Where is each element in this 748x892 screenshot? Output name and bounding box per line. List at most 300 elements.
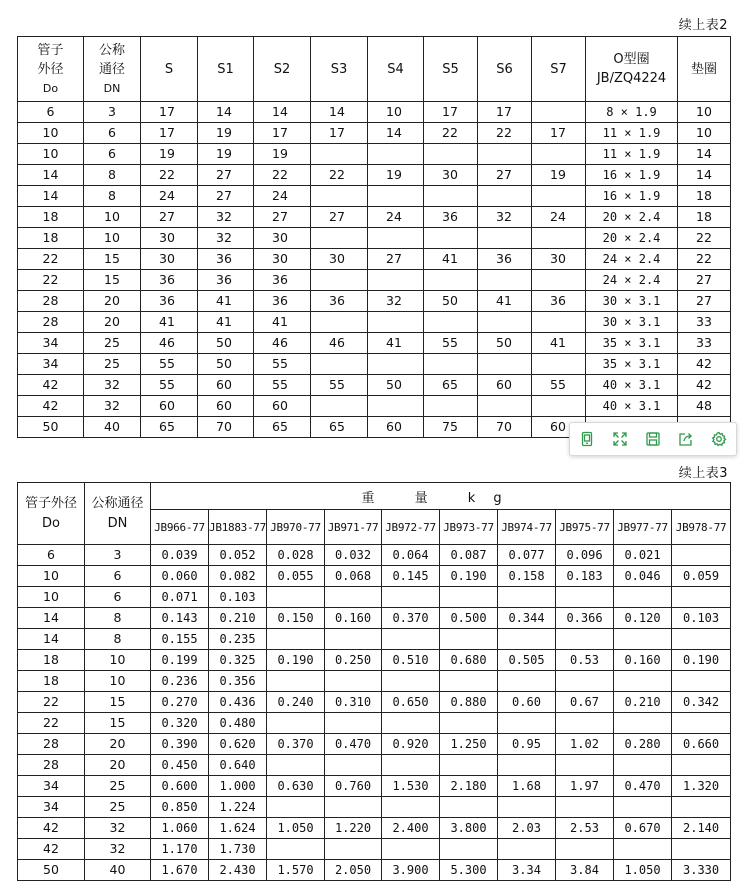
header-s5: S5 bbox=[424, 37, 478, 102]
cell-weight: 3.84 bbox=[556, 860, 614, 881]
cell-weight: 1.000 bbox=[209, 776, 267, 797]
header-nominal-dn bbox=[84, 37, 141, 102]
cell-weight bbox=[325, 755, 382, 776]
cell-weight: 0.028 bbox=[267, 545, 325, 566]
cell-od: 14 bbox=[18, 629, 85, 650]
cell-weight bbox=[556, 671, 614, 692]
cell-gasket: 48 bbox=[678, 396, 731, 417]
cell-s5: 55 bbox=[424, 333, 478, 354]
header-s: S bbox=[141, 37, 198, 102]
cell-oring: 11 × 1.9 bbox=[586, 144, 678, 165]
cell-dn: 15 bbox=[85, 692, 151, 713]
cell-od: 34 bbox=[18, 797, 85, 818]
cell-s3 bbox=[311, 186, 368, 207]
cell-s5: 75 bbox=[424, 417, 478, 438]
cell-od: 42 bbox=[18, 818, 85, 839]
cell-weight bbox=[325, 587, 382, 608]
cell-weight bbox=[614, 797, 672, 818]
cell-s1: 27 bbox=[198, 186, 254, 207]
cell-s1: 50 bbox=[198, 354, 254, 375]
cell-s6: 32 bbox=[478, 207, 532, 228]
cell-gasket: 42 bbox=[678, 375, 731, 396]
cell-s6 bbox=[478, 144, 532, 165]
cell-s: 22 bbox=[141, 165, 198, 186]
header-pipe-od-line2: 外径 bbox=[37, 61, 64, 77]
cell-s: 65 bbox=[141, 417, 198, 438]
save-button[interactable] bbox=[642, 428, 664, 450]
cell-dn: 10 bbox=[84, 228, 141, 249]
cell-weight: 0.280 bbox=[614, 734, 672, 755]
cell-weight bbox=[267, 755, 325, 776]
cell-s2: 60 bbox=[254, 396, 311, 417]
cell-s5 bbox=[424, 396, 478, 417]
cell-gasket: 14 bbox=[678, 165, 731, 186]
cell-s6 bbox=[478, 312, 532, 333]
table-row bbox=[18, 692, 731, 713]
cell-od: 22 bbox=[18, 270, 84, 291]
cell-s4: 14 bbox=[368, 123, 424, 144]
cell-dn: 6 bbox=[85, 587, 151, 608]
expand-icon bbox=[612, 431, 628, 447]
cell-weight: 0.150 bbox=[267, 608, 325, 629]
header-gasket: 垫圈 bbox=[678, 37, 731, 102]
cell-weight: 0.087 bbox=[440, 545, 498, 566]
cell-weight: 0.470 bbox=[325, 734, 382, 755]
gear-icon bbox=[711, 431, 727, 447]
cell-dn: 32 bbox=[85, 839, 151, 860]
cell-weight bbox=[672, 545, 731, 566]
cell-weight bbox=[267, 587, 325, 608]
cell-weight: 0.344 bbox=[498, 608, 556, 629]
cell-s3 bbox=[311, 354, 368, 375]
header-s4: S4 bbox=[368, 37, 424, 102]
cell-s1: 36 bbox=[198, 249, 254, 270]
cell-dn: 10 bbox=[84, 207, 141, 228]
cell-weight bbox=[498, 797, 556, 818]
table2-body bbox=[18, 545, 731, 881]
table-row bbox=[18, 249, 731, 270]
cell-weight: 0.342 bbox=[672, 692, 731, 713]
cell-s4: 19 bbox=[368, 165, 424, 186]
cell-weight: 0.366 bbox=[556, 608, 614, 629]
cell-gasket: 33 bbox=[678, 312, 731, 333]
cell-gasket: 10 bbox=[678, 102, 731, 123]
cell-s: 30 bbox=[141, 228, 198, 249]
cell-oring: 30 × 3.1 bbox=[586, 291, 678, 312]
cell-weight: 0.183 bbox=[556, 566, 614, 587]
cell-oring: 35 × 3.1 bbox=[586, 354, 678, 375]
cell-oring: 20 × 2.4 bbox=[586, 207, 678, 228]
cell-s3 bbox=[311, 228, 368, 249]
cell-weight: 0.055 bbox=[267, 566, 325, 587]
cell-weight bbox=[672, 755, 731, 776]
cell-weight: 0.021 bbox=[614, 545, 672, 566]
cell-weight bbox=[440, 713, 498, 734]
cell-weight bbox=[556, 797, 614, 818]
cell-s1: 19 bbox=[198, 123, 254, 144]
cell-od: 10 bbox=[18, 144, 84, 165]
cell-weight: 0.046 bbox=[614, 566, 672, 587]
cell-s7 bbox=[532, 396, 586, 417]
cell-weight: 0.235 bbox=[209, 629, 267, 650]
cell-weight: 2.050 bbox=[325, 860, 382, 881]
table-row bbox=[18, 312, 731, 333]
cell-weight bbox=[440, 587, 498, 608]
cell-weight: 0.190 bbox=[267, 650, 325, 671]
cell-weight: 0.039 bbox=[151, 545, 209, 566]
cell-dn: 40 bbox=[85, 860, 151, 881]
cell-dn: 32 bbox=[85, 818, 151, 839]
cell-s: 24 bbox=[141, 186, 198, 207]
cell-weight: 1.224 bbox=[209, 797, 267, 818]
cell-weight: 0.071 bbox=[151, 587, 209, 608]
cell-weight: 0.390 bbox=[151, 734, 209, 755]
cell-weight bbox=[267, 629, 325, 650]
cell-weight: 0.450 bbox=[151, 755, 209, 776]
cell-s1: 14 bbox=[198, 102, 254, 123]
cell-s4: 41 bbox=[368, 333, 424, 354]
cell-weight bbox=[325, 713, 382, 734]
cell-weight bbox=[672, 797, 731, 818]
cell-weight: 1.050 bbox=[267, 818, 325, 839]
cell-dn: 25 bbox=[84, 333, 141, 354]
cell-oring: 20 × 2.4 bbox=[586, 228, 678, 249]
header2-standard: JB970-77 bbox=[267, 510, 325, 545]
cell-s7: 17 bbox=[532, 123, 586, 144]
cell-dn: 6 bbox=[84, 123, 141, 144]
cell-s7: 19 bbox=[532, 165, 586, 186]
cell-weight: 5.300 bbox=[440, 860, 498, 881]
cell-weight: 1.320 bbox=[672, 776, 731, 797]
table2-header-row-1 bbox=[18, 483, 731, 510]
cell-weight bbox=[498, 671, 556, 692]
cell-s1: 50 bbox=[198, 333, 254, 354]
settings-button[interactable] bbox=[708, 428, 730, 450]
cell-oring: 35 × 3.1 bbox=[586, 333, 678, 354]
cell-weight: 0.60 bbox=[498, 692, 556, 713]
cell-weight: 1.250 bbox=[440, 734, 498, 755]
cell-weight bbox=[556, 839, 614, 860]
cell-weight bbox=[382, 797, 440, 818]
cell-dn: 10 bbox=[85, 671, 151, 692]
cell-s4 bbox=[368, 228, 424, 249]
cell-weight: 0.160 bbox=[325, 608, 382, 629]
header2-nominal-dn-line2: DN bbox=[107, 515, 128, 531]
cell-weight bbox=[382, 755, 440, 776]
header-oring-line2: JB/ZQ4224 bbox=[596, 71, 667, 86]
cell-dn: 15 bbox=[85, 713, 151, 734]
cell-s4 bbox=[368, 312, 424, 333]
cell-s1: 60 bbox=[198, 396, 254, 417]
cell-s6: 70 bbox=[478, 417, 532, 438]
cell-s: 60 bbox=[141, 396, 198, 417]
cell-od: 22 bbox=[18, 692, 85, 713]
cell-weight: 0.670 bbox=[614, 818, 672, 839]
table-row bbox=[18, 207, 731, 228]
cell-od: 6 bbox=[18, 102, 84, 123]
cell-dn: 32 bbox=[84, 375, 141, 396]
header-pipe-od-line1: 管子 bbox=[37, 42, 64, 58]
cell-s5: 30 bbox=[424, 165, 478, 186]
cell-weight: 1.02 bbox=[556, 734, 614, 755]
cell-weight: 0.240 bbox=[267, 692, 325, 713]
cell-dn: 20 bbox=[84, 312, 141, 333]
cell-s7: 60 bbox=[532, 417, 586, 438]
table-row bbox=[18, 755, 731, 776]
cell-weight: 3.800 bbox=[440, 818, 498, 839]
cell-od: 42 bbox=[18, 396, 84, 417]
cell-od: 10 bbox=[18, 123, 84, 144]
cell-gasket: 22 bbox=[678, 249, 731, 270]
cell-weight: 0.158 bbox=[498, 566, 556, 587]
table-row bbox=[18, 608, 731, 629]
cell-s7: 36 bbox=[532, 291, 586, 312]
header2-standard: JB972-77 bbox=[382, 510, 440, 545]
cell-weight: 0.325 bbox=[209, 650, 267, 671]
cell-weight bbox=[556, 629, 614, 650]
cell-s4: 60 bbox=[368, 417, 424, 438]
cell-od: 34 bbox=[18, 333, 84, 354]
cell-weight bbox=[325, 797, 382, 818]
table-row bbox=[18, 291, 731, 312]
expand-button[interactable] bbox=[609, 428, 631, 450]
cell-weight: 1.530 bbox=[382, 776, 440, 797]
save-icon bbox=[645, 431, 661, 447]
cell-weight: 0.630 bbox=[267, 776, 325, 797]
cell-s2: 36 bbox=[254, 270, 311, 291]
cell-s7 bbox=[532, 186, 586, 207]
cell-s4 bbox=[368, 270, 424, 291]
cell-s3 bbox=[311, 312, 368, 333]
cell-dn: 40 bbox=[84, 417, 141, 438]
cell-s7 bbox=[532, 354, 586, 375]
cell-weight bbox=[382, 839, 440, 860]
cell-s3: 22 bbox=[311, 165, 368, 186]
cell-s3: 14 bbox=[311, 102, 368, 123]
cell-weight bbox=[382, 671, 440, 692]
header2-standard: JB975-77 bbox=[556, 510, 614, 545]
cell-weight: 0.370 bbox=[267, 734, 325, 755]
cell-s3: 46 bbox=[311, 333, 368, 354]
cell-weight bbox=[556, 755, 614, 776]
cell-dn: 20 bbox=[85, 755, 151, 776]
cell-weight bbox=[267, 713, 325, 734]
cell-gasket: 27 bbox=[678, 270, 731, 291]
cell-oring: 24 × 2.4 bbox=[586, 249, 678, 270]
header-nominal-dn-line3: DN bbox=[103, 81, 121, 95]
table-row bbox=[18, 123, 731, 144]
cell-gasket: 22 bbox=[678, 228, 731, 249]
cell-gasket: 27 bbox=[678, 291, 731, 312]
cell-s7 bbox=[532, 312, 586, 333]
cell-oring: 11 × 1.9 bbox=[586, 123, 678, 144]
phone-view-button[interactable] bbox=[576, 428, 598, 450]
cell-weight: 0.510 bbox=[382, 650, 440, 671]
header-pipe-od-line3: Do bbox=[42, 81, 59, 95]
cell-weight: 1.730 bbox=[209, 839, 267, 860]
cell-weight: 0.077 bbox=[498, 545, 556, 566]
table-row bbox=[18, 228, 731, 249]
cell-s5 bbox=[424, 228, 478, 249]
cell-weight bbox=[325, 839, 382, 860]
cell-weight: 2.140 bbox=[672, 818, 731, 839]
cell-weight bbox=[382, 629, 440, 650]
table-row bbox=[18, 776, 731, 797]
cell-dn: 15 bbox=[84, 249, 141, 270]
cell-od: 22 bbox=[18, 249, 84, 270]
table-row bbox=[18, 354, 731, 375]
cell-weight: 0.060 bbox=[151, 566, 209, 587]
cell-s1: 27 bbox=[198, 165, 254, 186]
cell-weight: 1.624 bbox=[209, 818, 267, 839]
cell-s3: 17 bbox=[311, 123, 368, 144]
header-nominal-dn-line1: 公称 bbox=[98, 42, 125, 58]
cell-s4: 27 bbox=[368, 249, 424, 270]
header2-standard: JB974-77 bbox=[498, 510, 556, 545]
cell-weight: 3.34 bbox=[498, 860, 556, 881]
cell-weight bbox=[440, 671, 498, 692]
cell-oring: 40 × 3.1 bbox=[586, 375, 678, 396]
table2-caption: 续上表3 bbox=[678, 466, 728, 481]
cell-weight: 0.500 bbox=[440, 608, 498, 629]
cell-weight: 0.068 bbox=[325, 566, 382, 587]
cell-weight: 0.53 bbox=[556, 650, 614, 671]
cell-weight: 0.620 bbox=[209, 734, 267, 755]
cell-s2: 46 bbox=[254, 333, 311, 354]
cell-dn: 25 bbox=[85, 797, 151, 818]
share-button[interactable] bbox=[675, 428, 697, 450]
table-row bbox=[18, 165, 731, 186]
cell-s3: 30 bbox=[311, 249, 368, 270]
cell-s5: 22 bbox=[424, 123, 478, 144]
cell-weight bbox=[498, 755, 556, 776]
cell-dn: 6 bbox=[85, 566, 151, 587]
cell-s1: 60 bbox=[198, 375, 254, 396]
cell-weight: 0.600 bbox=[151, 776, 209, 797]
cell-od: 18 bbox=[18, 671, 85, 692]
cell-od: 22 bbox=[18, 713, 85, 734]
cell-s2: 65 bbox=[254, 417, 311, 438]
cell-s7 bbox=[532, 270, 586, 291]
cell-od: 34 bbox=[18, 354, 84, 375]
fitting-dimensions-table bbox=[17, 36, 731, 438]
header2-pipe-od-line2: Do bbox=[42, 515, 60, 531]
cell-weight: 2.03 bbox=[498, 818, 556, 839]
cell-weight: 0.059 bbox=[672, 566, 731, 587]
cell-weight: 0.270 bbox=[151, 692, 209, 713]
cell-weight: 2.53 bbox=[556, 818, 614, 839]
cell-s: 19 bbox=[141, 144, 198, 165]
cell-weight: 0.436 bbox=[209, 692, 267, 713]
table-row bbox=[18, 797, 731, 818]
cell-s2: 24 bbox=[254, 186, 311, 207]
cell-s5 bbox=[424, 270, 478, 291]
cell-s2: 30 bbox=[254, 249, 311, 270]
cell-weight bbox=[440, 839, 498, 860]
cell-dn: 8 bbox=[85, 608, 151, 629]
cell-s2: 22 bbox=[254, 165, 311, 186]
cell-s3: 27 bbox=[311, 207, 368, 228]
cell-s6: 41 bbox=[478, 291, 532, 312]
cell-weight bbox=[498, 587, 556, 608]
cell-weight bbox=[614, 755, 672, 776]
table-row bbox=[18, 102, 731, 123]
table-row bbox=[18, 734, 731, 755]
cell-weight bbox=[556, 587, 614, 608]
header-s6: S6 bbox=[478, 37, 532, 102]
header-oring bbox=[586, 37, 678, 102]
cell-s2: 17 bbox=[254, 123, 311, 144]
cell-weight: 0.640 bbox=[209, 755, 267, 776]
cell-od: 10 bbox=[18, 566, 85, 587]
cell-weight: 0.505 bbox=[498, 650, 556, 671]
cell-s4 bbox=[368, 144, 424, 165]
cell-weight: 0.850 bbox=[151, 797, 209, 818]
cell-s7 bbox=[532, 144, 586, 165]
header2-standard: JB971-77 bbox=[325, 510, 382, 545]
cell-s1: 41 bbox=[198, 312, 254, 333]
cell-s4: 10 bbox=[368, 102, 424, 123]
cell-s6: 17 bbox=[478, 102, 532, 123]
table1-caption: 续上表2 bbox=[678, 18, 728, 33]
cell-s3 bbox=[311, 270, 368, 291]
cell-weight: 0.480 bbox=[209, 713, 267, 734]
cell-s3 bbox=[311, 396, 368, 417]
cell-weight: 0.190 bbox=[672, 650, 731, 671]
cell-dn: 20 bbox=[84, 291, 141, 312]
header2-standard: JB966-77 bbox=[151, 510, 209, 545]
cell-s: 17 bbox=[141, 123, 198, 144]
cell-s1: 41 bbox=[198, 291, 254, 312]
cell-s: 41 bbox=[141, 312, 198, 333]
cell-weight: 0.210 bbox=[209, 608, 267, 629]
cell-s5 bbox=[424, 186, 478, 207]
cell-s2: 27 bbox=[254, 207, 311, 228]
header2-standard: JB1883-77 bbox=[209, 510, 267, 545]
cell-weight: 0.880 bbox=[440, 692, 498, 713]
table-row bbox=[18, 818, 731, 839]
cell-weight bbox=[498, 713, 556, 734]
cell-weight bbox=[672, 629, 731, 650]
header2-nominal-dn-line1: 公称通径 bbox=[91, 495, 144, 511]
cell-weight: 0.236 bbox=[151, 671, 209, 692]
cell-weight: 0.67 bbox=[556, 692, 614, 713]
cell-od: 10 bbox=[18, 587, 85, 608]
cell-s: 36 bbox=[141, 270, 198, 291]
cell-oring: 24 × 2.4 bbox=[586, 270, 678, 291]
table-row bbox=[18, 375, 731, 396]
cell-s2: 14 bbox=[254, 102, 311, 123]
cell-weight bbox=[440, 629, 498, 650]
cell-od: 28 bbox=[18, 755, 85, 776]
table-row bbox=[18, 333, 731, 354]
cell-dn: 3 bbox=[84, 102, 141, 123]
cell-weight bbox=[672, 839, 731, 860]
cell-weight bbox=[614, 671, 672, 692]
cell-s2: 19 bbox=[254, 144, 311, 165]
phone-view-icon bbox=[579, 431, 595, 447]
table-row bbox=[18, 396, 731, 417]
cell-s: 30 bbox=[141, 249, 198, 270]
cell-weight bbox=[325, 629, 382, 650]
cell-weight bbox=[498, 839, 556, 860]
cell-s6 bbox=[478, 228, 532, 249]
cell-s7: 55 bbox=[532, 375, 586, 396]
cell-s5 bbox=[424, 312, 478, 333]
header2-weight: 重 量 kg bbox=[151, 483, 731, 510]
table-row bbox=[18, 144, 731, 165]
cell-weight: 1.97 bbox=[556, 776, 614, 797]
